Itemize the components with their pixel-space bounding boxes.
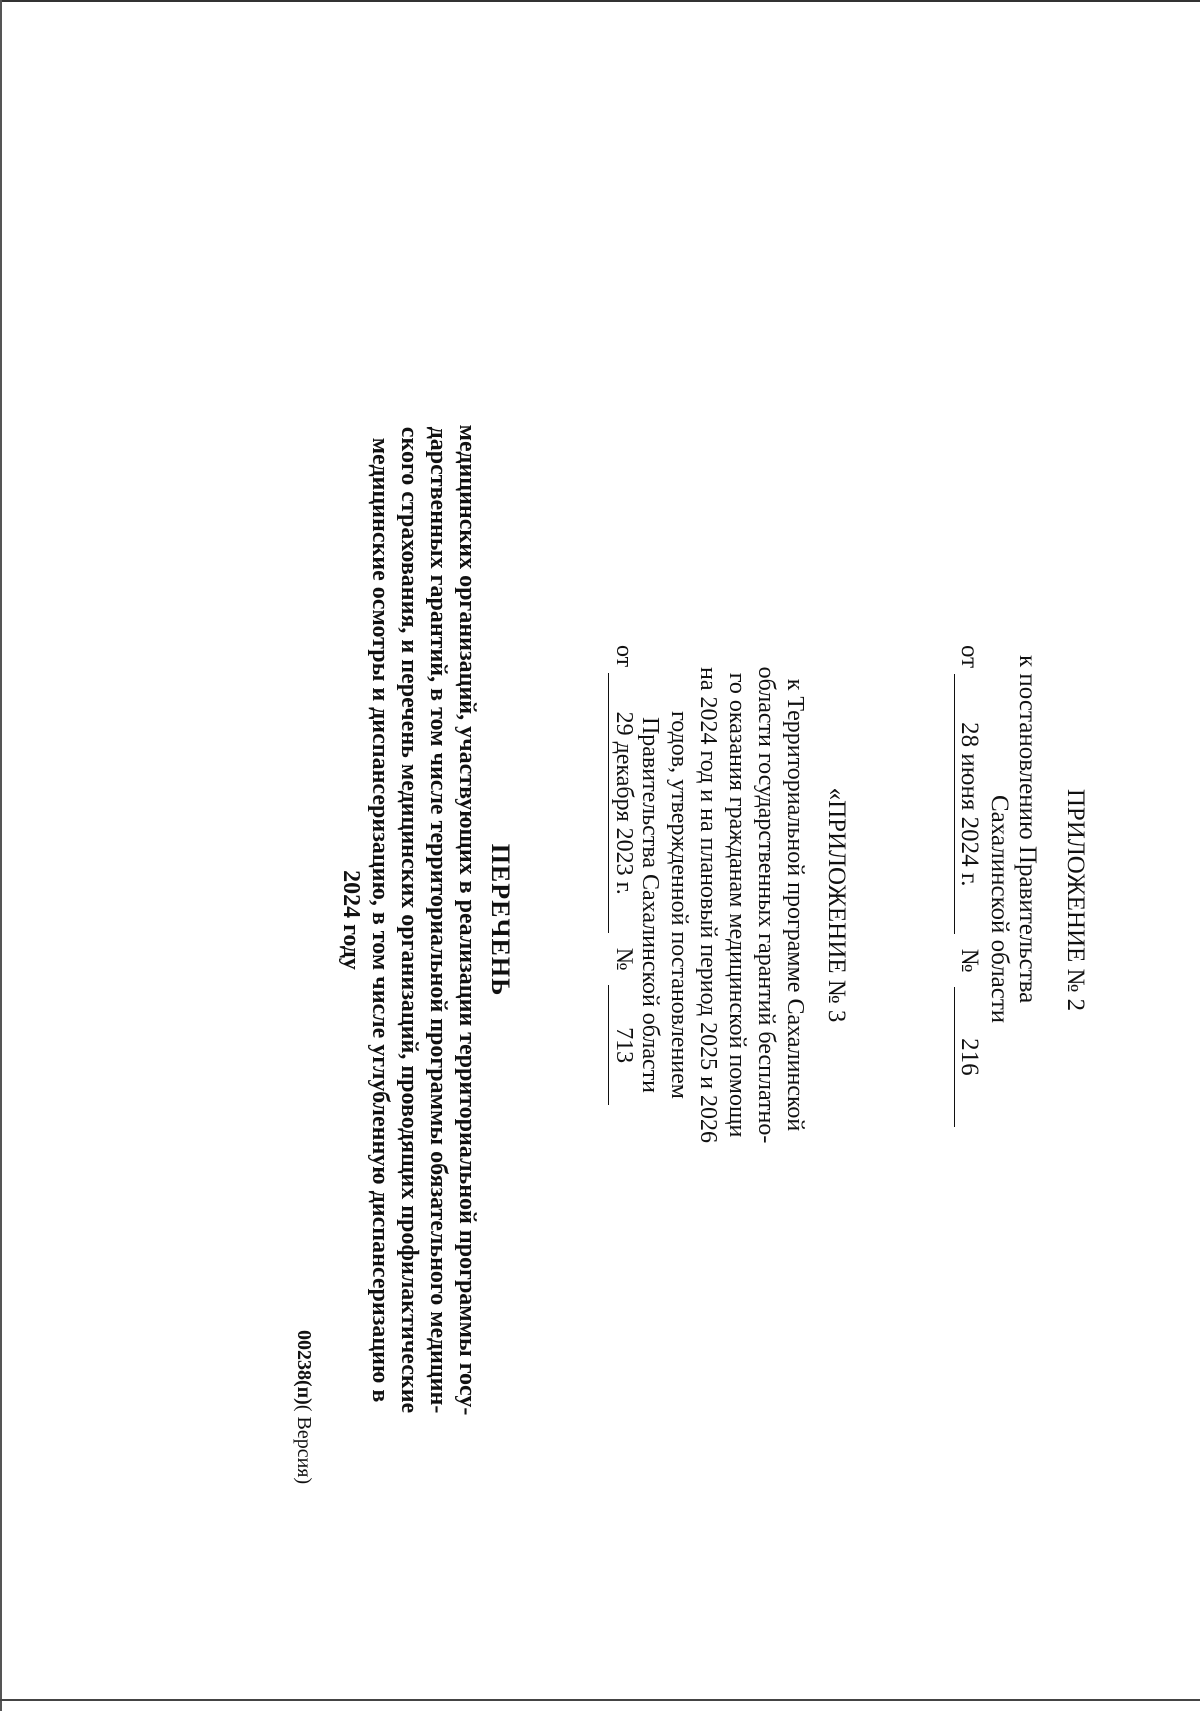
- appendix-2-date: 28 июня 2024 г.: [954, 674, 984, 934]
- footer-version: ( Версия): [293, 1404, 315, 1485]
- appendix-3-date: 29 декабря 2023 г.: [608, 673, 638, 933]
- document-title-block: [336, 150, 515, 1690]
- appendix-3-line4: на 2024 год и на плановый период 2025 и 2026: [695, 667, 721, 1143]
- appendix-3-date-line: [608, 645, 638, 1165]
- appendix-3-number-label: №: [611, 947, 637, 971]
- title-desc-line5: 2024 году: [338, 870, 364, 970]
- appendix-3-line3: го оказания гражданам медицинской помощи: [724, 672, 750, 1138]
- appendix-2-date-line: [954, 645, 984, 1127]
- appendix-3-line6: Правительства Сахалинской области: [637, 716, 663, 1094]
- appendix-2-heading: ПРИЛОЖЕНИЕ № 2: [1062, 788, 1089, 1012]
- footer-code: 00238(п): [293, 1330, 315, 1405]
- appendix-3-heading: «ПРИЛОЖЕНИЕ № 3: [823, 787, 850, 1023]
- appendix-3-from-label: от: [611, 645, 637, 668]
- title-desc-line3: ского страхования, и перечень медицинских организаций, проводящих профилактические: [396, 426, 422, 1414]
- appendix-3-line5: годов, утвержденной постановлением: [666, 711, 692, 1099]
- appendix-3-number: 713: [608, 985, 638, 1105]
- appendix-3-line2: области государственных гарантий бесплатно-: [753, 666, 779, 1144]
- appendix-2-from-label: от: [956, 645, 983, 669]
- appendix-2-line2: Сахалинской области: [986, 795, 1013, 1024]
- appendix-2-line1: к постановлению Правительства: [1014, 655, 1041, 1004]
- appendix-2-number: 216: [954, 987, 984, 1127]
- title-desc-line4: медицинские осмотры и диспансеризацию, в том числе углубленную диспансеризацию в: [367, 437, 393, 1403]
- title-desc-line1: медицинских организаций, участвующих в реализации территориальной программы госу-: [454, 424, 480, 1416]
- title-desc-line2: дарственных гарантий, в том числе территориальной программы обязательного медицин-: [425, 426, 451, 1414]
- appendix-3-line1: к Территориальной программе Сахалинской: [782, 678, 808, 1132]
- appendix-2-number-label: №: [956, 948, 983, 973]
- document-title: ПЕРЕЧЕНЬ: [486, 843, 515, 997]
